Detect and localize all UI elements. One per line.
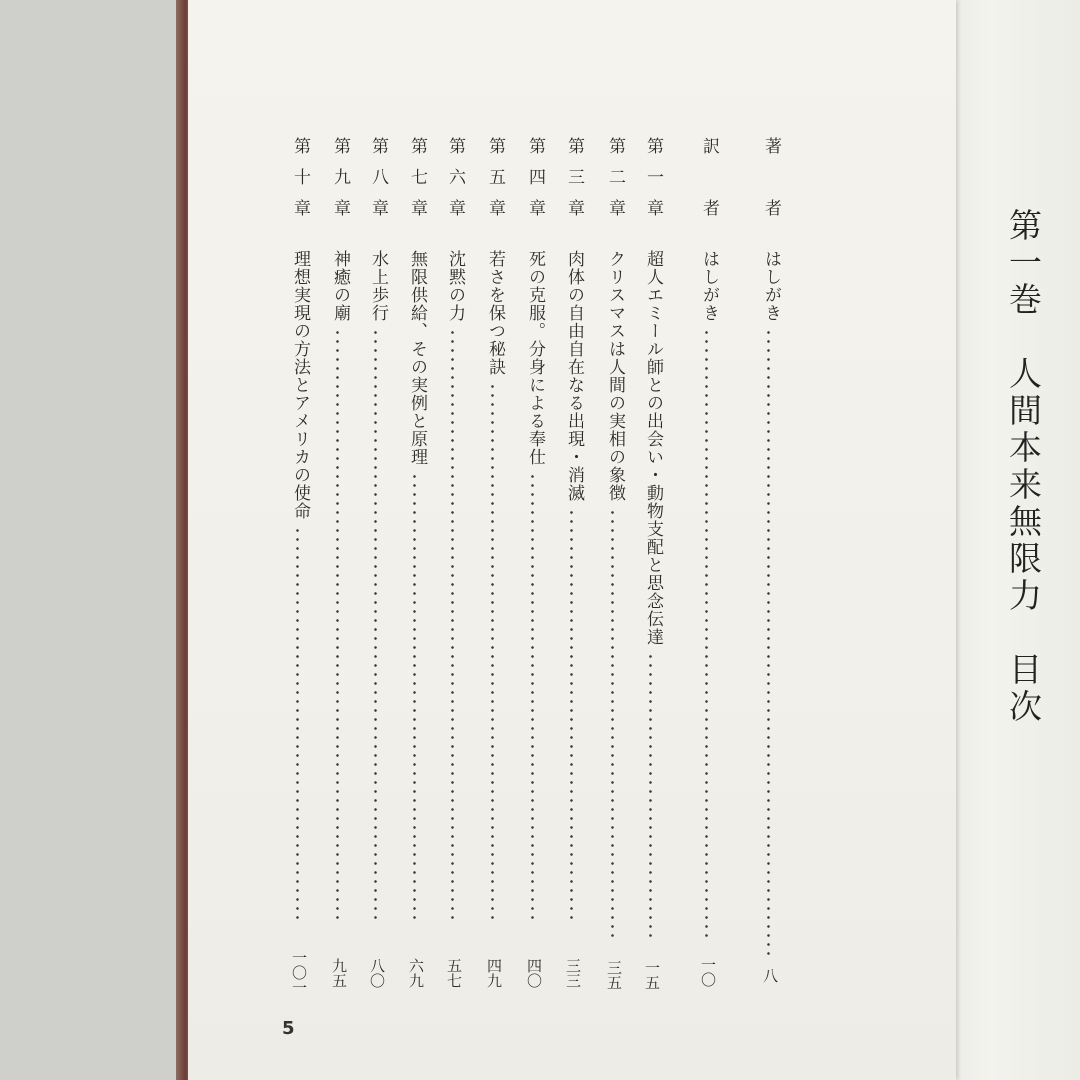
toc-chapter-label: 第二章 [605,137,625,230]
toc-page-number: 四九 [485,958,503,988]
toc-leader-dots [531,472,534,924]
toc-chapter-title: 沈黙の力 [445,250,465,322]
toc-chapter-label: 第六章 [445,137,465,230]
volume-title: 第一巻 人間本来無限力 目次 [1004,208,1043,726]
folio-page-number: 5 [282,1018,295,1039]
toc-chapter-title: 死の克服。分身による奉仕 [525,250,545,466]
toc-chapter-label: 訳 者 [699,137,719,230]
toc-page-number: 九五 [330,958,348,988]
toc-page-number: 三五 [605,960,623,990]
toc-leader-dots [374,328,377,924]
toc-page-number: 五七 [445,958,463,988]
toc-leader-dots [491,382,494,924]
toc-chapter-title: 若さを保つ秘訣 [485,250,505,376]
toc-chapter-title: クリスマスは人間の実相の象徴 [605,250,625,502]
toc-page-number: 一〇 [699,957,717,987]
toc-leader-dots [611,508,614,940]
toc-leader-dots [570,508,573,924]
toc-leader-dots [705,328,708,940]
toc-leader-dots [296,526,299,924]
toc-chapter-title: 超人エミール師との出会い・動物支配と思念伝達 [643,250,663,646]
toc-leader-dots [767,328,770,958]
toc-chapter-title: 肉体の自由自在なる出現・消滅 [564,250,584,502]
toc-chapter-label: 第三章 [564,137,584,230]
toc-chapter-title: 理想実現の方法とアメリカの使命 [290,250,310,520]
toc-chapter-label: 第十章 [290,137,310,230]
book-page [188,0,1043,1080]
toc-chapter-title: はしがき [699,250,719,322]
toc-chapter-title: 神癒の廟 [330,250,350,322]
toc-chapter-title: 無限供給、その実例と原理 [407,250,427,466]
toc-chapter-label: 第四章 [525,137,545,230]
toc-leader-dots [649,652,652,940]
toc-chapter-label: 著 者 [761,137,781,230]
toc-page-number: 一五 [643,960,661,990]
toc-chapter-title: 水上歩行 [368,250,388,322]
toc-leader-dots [451,328,454,924]
toc-page-number: 六九 [407,958,425,988]
toc-chapter-label: 第九章 [330,137,350,230]
toc-page-number: 四〇 [525,958,543,988]
toc-chapter-title: はしがき [761,250,781,322]
toc-chapter-label: 第五章 [485,137,505,230]
toc-chapter-label: 第七章 [407,137,427,230]
toc-leader-dots [413,472,416,924]
toc-chapter-label: 第八章 [368,137,388,230]
toc-chapter-label: 第一章 [643,137,663,230]
toc-page-number: 三三 [564,958,582,988]
toc-page-number: 八 [761,968,779,983]
toc-leader-dots [336,328,339,924]
toc-page-number: 一〇一 [290,950,308,995]
toc-page-number: 八〇 [368,958,386,988]
